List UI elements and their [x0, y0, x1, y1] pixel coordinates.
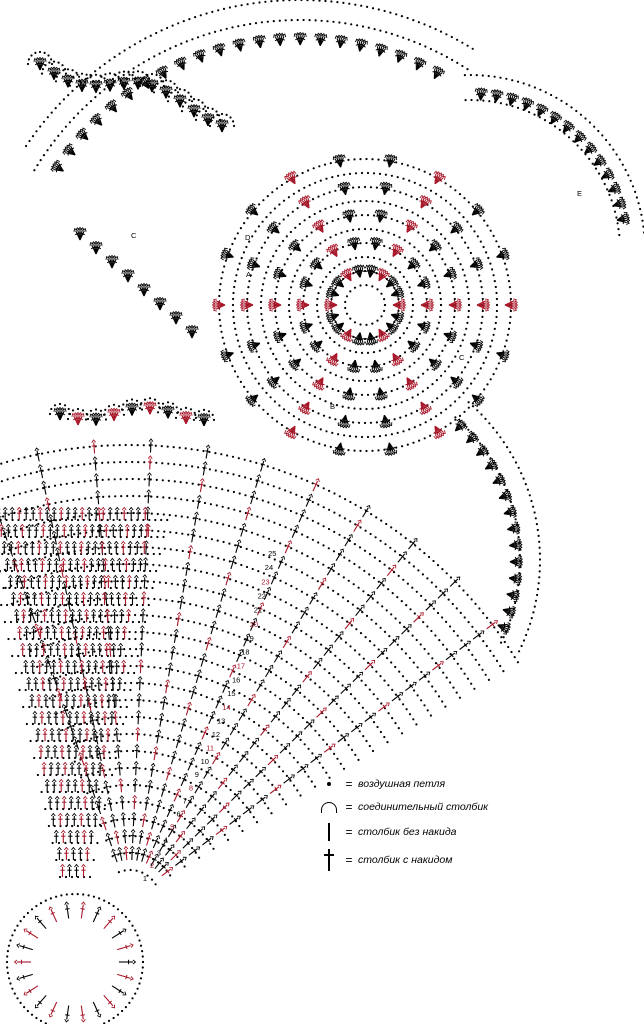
marker-d: D	[245, 233, 251, 242]
marker-e: E	[577, 189, 583, 198]
row-label: 8	[188, 783, 194, 793]
arc-icon	[318, 795, 340, 819]
row-label: 16	[232, 675, 241, 685]
row-label: 2	[150, 861, 155, 871]
row-label: 18	[241, 647, 250, 657]
legend-row-double	[318, 848, 452, 872]
row-label: 3	[156, 848, 161, 858]
legend-equals: =	[345, 825, 353, 839]
marker-c-left: C	[131, 231, 137, 240]
row-label: 10	[200, 756, 209, 766]
row-label: 9	[194, 770, 199, 780]
marker-b: B	[330, 402, 336, 411]
dot-icon	[318, 772, 340, 796]
row-label: 25	[268, 549, 277, 558]
legend-row-slip	[318, 795, 488, 819]
row-label: 1	[142, 873, 148, 883]
row-label: 13	[217, 716, 226, 726]
row-label: 4	[163, 835, 168, 845]
cross-icon	[318, 848, 340, 872]
row-label: 7	[182, 796, 187, 806]
legend-label-single: столбик без накида	[358, 826, 457, 838]
legend-row-single	[318, 820, 457, 844]
marker-c-right: C	[459, 353, 465, 362]
row-labels-layer	[143, 549, 277, 883]
legend-equals: =	[345, 853, 353, 867]
stitch-symbols-layer	[0, 32, 630, 1022]
row-label: 20	[249, 619, 259, 629]
legend-equals: =	[345, 777, 353, 791]
row-label: 12	[211, 729, 221, 739]
marker-a: A	[246, 270, 252, 279]
row-label: 6	[176, 809, 181, 819]
row-label: 17	[236, 661, 246, 671]
row-label: 11	[206, 743, 215, 753]
legend-label-slip: соединительный столбик	[358, 801, 489, 813]
row-label: 19	[245, 633, 254, 643]
row-label: 21	[253, 605, 263, 615]
legend-label-double: столбик с накидом	[358, 854, 453, 866]
legend-label-chain: воздушная петля	[358, 778, 446, 790]
section-markers-layer	[131, 189, 582, 411]
legend-row-chain	[318, 772, 445, 796]
legend-equals: =	[345, 800, 353, 814]
row-label: 14	[222, 702, 231, 712]
row-label: 23	[261, 577, 270, 587]
row-label: 5	[170, 822, 175, 832]
row-label: 15	[227, 689, 236, 699]
row-label: 24	[264, 563, 274, 573]
row-label: 22	[257, 591, 266, 601]
bar-icon	[318, 820, 340, 844]
